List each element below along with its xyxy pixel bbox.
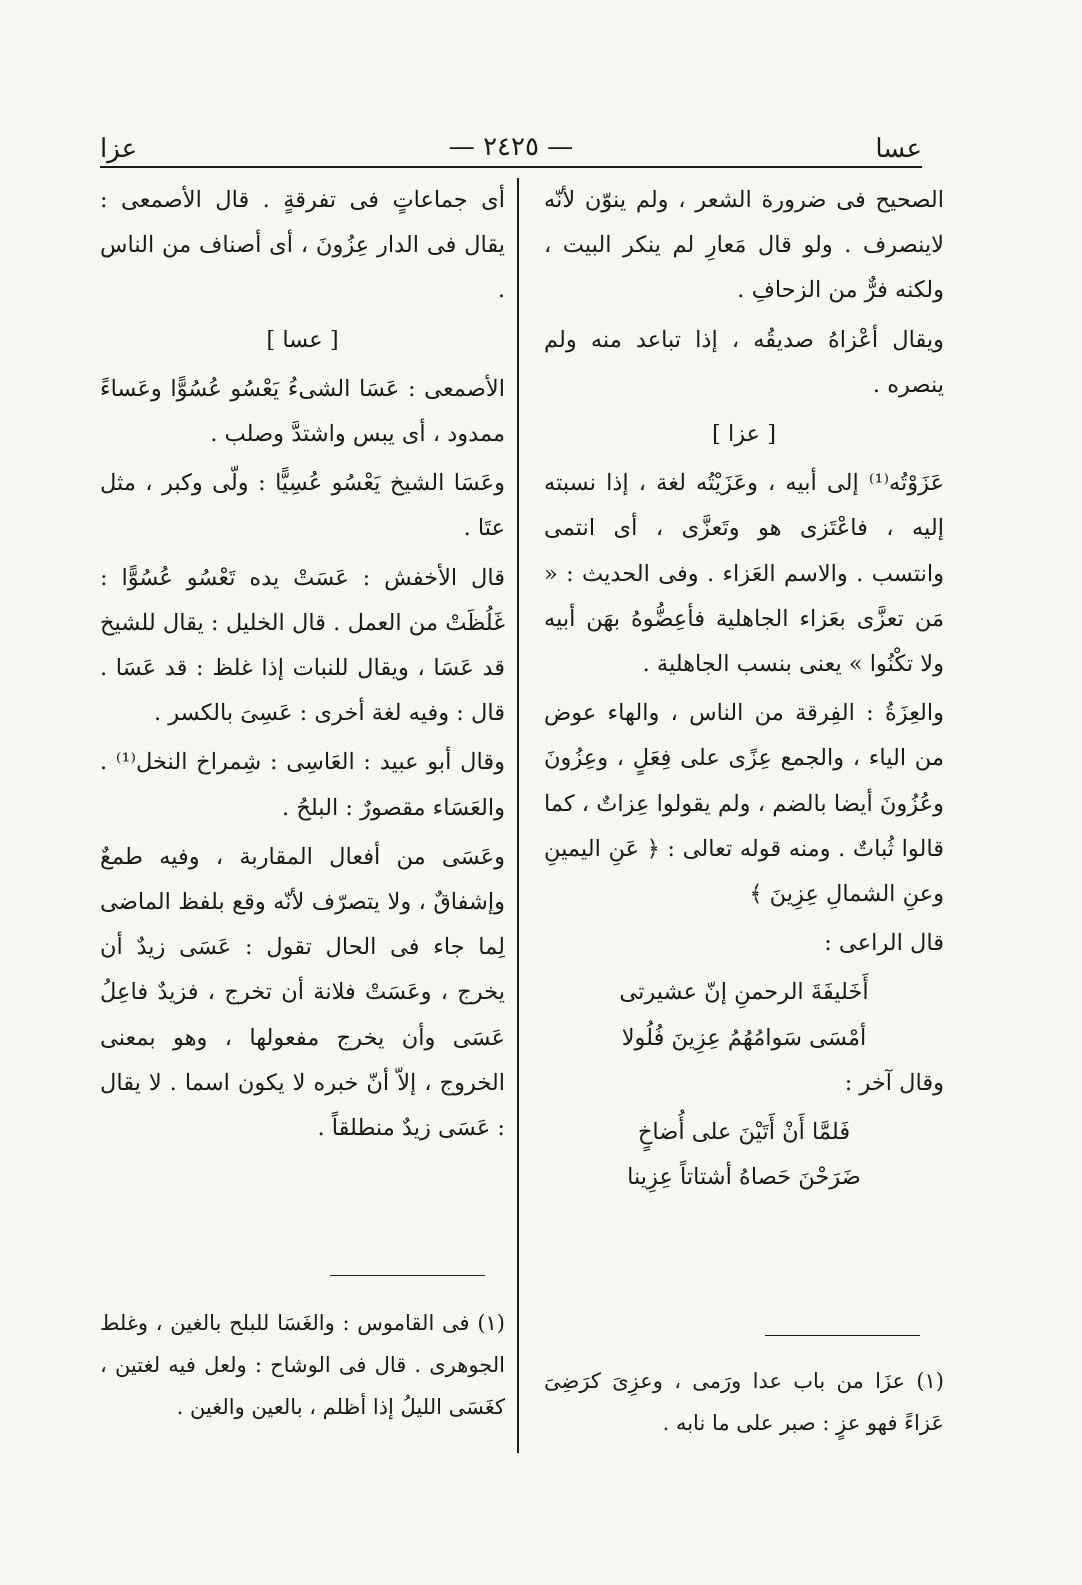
paragraph: قال الراعى : <box>824 930 944 957</box>
entry-heading: [ عسا ] <box>266 326 339 353</box>
header-right-word: عزا <box>100 134 138 164</box>
header-left-word: عسا <box>875 134 922 164</box>
page-header <box>100 122 922 168</box>
footnote-separator <box>765 1335 920 1336</box>
column-divider <box>517 178 519 1453</box>
left-column <box>100 178 505 1155</box>
footnote: (١) عزَا من باب عدا ورَمى ، وعزِىَ كرَضِىَ عَزاءً فهو عزٍ : صبر على ما نابه . <box>544 1369 944 1435</box>
paragraph: الصحيح فى ضرورة الشعر ، ولم ينوّن لأنّه لاينصرف . ولو قال مَعارِ لم ينكر البيت ، ولكنه فرٌّ من الزحافِ . <box>544 187 944 304</box>
paragraph: ويقال أعْزاهُ صديقُه ، إذا تباعد منه ولم ينصره . <box>544 326 944 398</box>
paragraph: وقال آخر : <box>844 1069 944 1096</box>
verse-line: فَلمَّا أَنْ أَتَيْنَ على أُضاخٍ <box>637 1119 851 1146</box>
paragraph: الأصمعى : عَسَا الشىءُ يَعْسُو عُسُوًّا وعَساءً ممدود ، أى يبس واشتدَّ وصلب . <box>100 375 505 448</box>
paragraph: وقال أبو عبيد : العَاسِى : شِمراخ النخل⁽¹⁾ . والعَسَاء مقصورٌ : البلحُ . <box>100 749 505 821</box>
entry-heading: [ عزا ] <box>712 421 776 448</box>
paragraph: أى جماعاتٍ فى تفرقةٍ . قال الأصمعى : يقال فى الدار عِزُونَ ، أى أصناف من الناس . <box>100 187 505 304</box>
right-column <box>544 178 944 1200</box>
footnote-separator <box>330 1275 485 1276</box>
footnote: (١) فى القاموس : والغَسَا للبلح بالغين ، وغلط الجوهرى . قال فى الوشاح : ولعل فيه لغتين ، كغَسَى الليلُ إذا أظلم ، بالعين والغين . <box>100 1311 505 1419</box>
paragraph: والعِزَةُ : الفِرقة من الناس ، والهاء عوض من الياء ، والجمع عِزًى على فِعَلٍ ، وعِزُونَ وعُزُونَ أيضا بالضم ، ولم يقولوا عِزاتٌ ، كما قالوا ثُباتٌ . ومنه قوله تعالى : ﴿ عَنِ اليمينِ وعنِ الشمالِ عِزِينَ ﴾ <box>544 700 944 908</box>
paragraph: قال الأخفش : عَسَتْ يده تَعْسُو عُسُوًّا : غَلُظَتْ من العمل . قال الخليل : يقال للشيخ قد عَسَا ، ويقال للنبات إذا غلظ : قد عَسَا . قال : وفيه لغة أخرى : عَسِىَ بالكسر . <box>100 564 505 727</box>
verse-line: أمْسَى سَوامُهُمُ عِزِينَ فُلُولا <box>621 1024 867 1051</box>
header-rule <box>100 166 922 168</box>
paragraph: وعَسَى من أفعال المقاربة ، وفيه طمعٌ وإشفاقٌ ، ولا يتصرّف لأنّه وقع بلفظ الماضى لِما جاء فى الحال تقول : عَسَى زيدٌ أن يخرج ، وعَسَتْ فلانة أن تخرج ، فزيدٌ فاعِلُ عَسَى وأن يخرج مفعولها ، وهو بمعنى الخروج ، إلاّ أنّ خبره لا يكون اسما . لا يقال : عَسَى زيدٌ منطلقاً . <box>100 843 505 1142</box>
page-number: — ٢٤٢٥ — <box>448 132 574 162</box>
paragraph: عَزَوْتُه⁽¹⁾ إلى أبيه ، وعَزَيْتُه لغة ، إذا نسبته إليه ، فاعْتَزى هو وتَعزَّى ، أى انتمى وانتسب . والاسم العَزاء . وفى الحديث : « مَن تعزَّى بعَزاء الجاهلية فأعِضُّوهُ بهَن أبيه ولا تكْنُوا » يعنى بنسب الجاهلية . <box>544 470 944 678</box>
paragraph: وعَسَا الشيخ يَعْسُو عُسِيًّا : ولّى وكبر ، مثل عتَا . <box>100 470 505 542</box>
verse-line: أَخَليفَةَ الرحمنِ إنّ عشيرتى <box>619 979 869 1006</box>
verse-line: ضَرَحْنَ حَصاهُ أشتاتاً عِزِينا <box>627 1164 861 1191</box>
